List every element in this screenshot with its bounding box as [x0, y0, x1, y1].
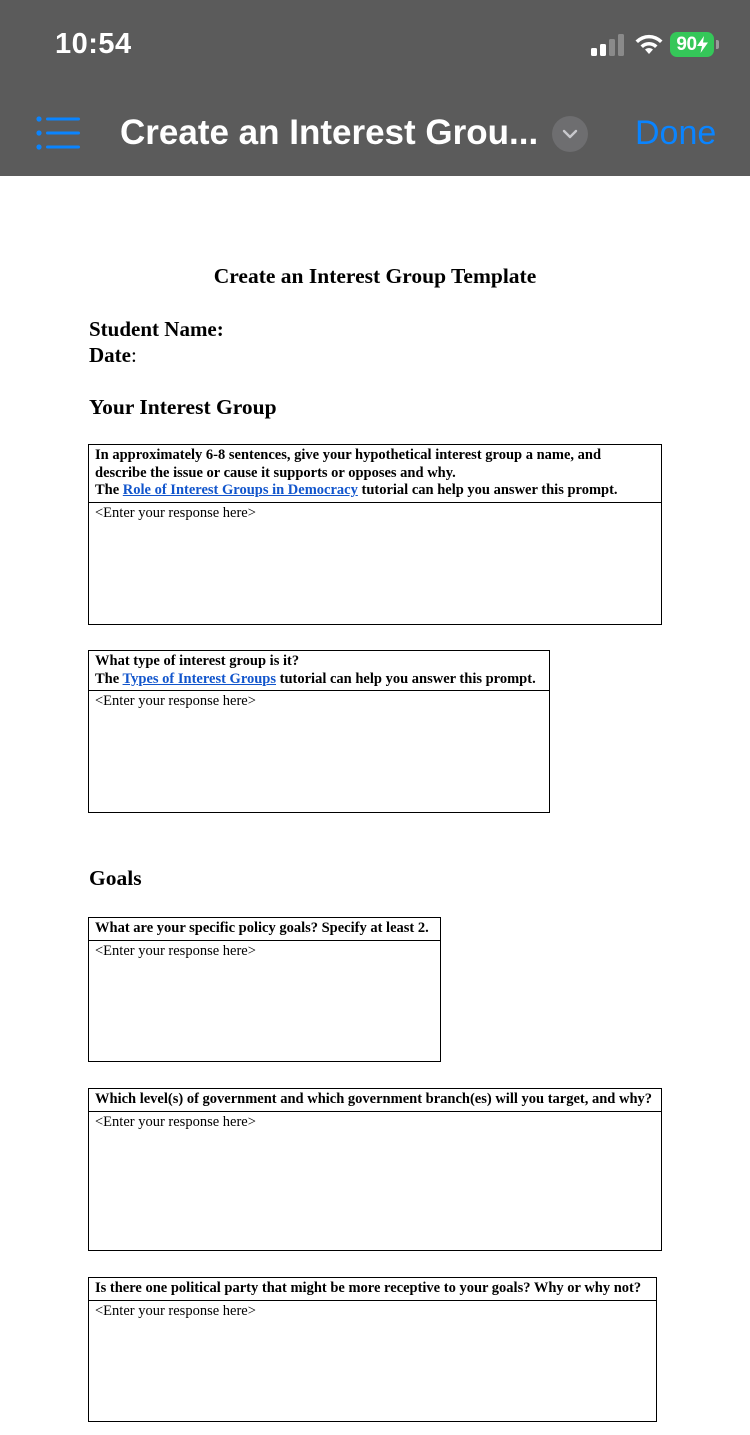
- wifi-icon: [634, 32, 664, 56]
- status-time: 10:54: [55, 28, 132, 60]
- student-name-label: Student Name:: [89, 317, 224, 341]
- prompt-lead: The: [95, 482, 123, 498]
- chevron-down-icon: [562, 129, 578, 139]
- prompt-box: [88, 444, 662, 625]
- prompt-tail: tutorial can help you answer this prompt.: [276, 670, 536, 687]
- list-icon[interactable]: [36, 116, 82, 150]
- tutorial-link-role-of-interest-groups[interactable]: Role of Interest Groups in Democracy: [122, 482, 358, 498]
- date-line: [89, 343, 137, 368]
- prompt-box: [88, 917, 441, 1062]
- section-heading-goals: Goals: [89, 866, 142, 890]
- prompt-text: What are your specific policy goals? Specify at least 2.: [89, 918, 440, 941]
- prompt-text: Which level(s) of government and which government branch(es) will you target, and why?: [89, 1089, 661, 1112]
- date-colon: :: [130, 343, 137, 367]
- prompt-box: [88, 1088, 662, 1251]
- cellular-signal-icon: [591, 34, 625, 56]
- prompt-text: [89, 445, 661, 503]
- title-menu-button[interactable]: [552, 116, 588, 152]
- top-bar: [0, 0, 750, 176]
- prompt-text: Is there one political party that might be more receptive to your goals? Why or why not?: [89, 1278, 656, 1301]
- template-title: Create an Interest Group Template: [213, 264, 537, 288]
- response-field[interactable]: <Enter your response here>: [95, 1113, 256, 1130]
- date-label: Date: [89, 343, 131, 367]
- prompt-tail: tutorial can help you answer this prompt.: [357, 482, 618, 498]
- response-field[interactable]: <Enter your response here>: [95, 693, 256, 709]
- prompt-box: [88, 650, 550, 813]
- response-field[interactable]: <Enter your response here>: [95, 504, 256, 521]
- document-title[interactable]: Create an Interest Grou...: [120, 113, 539, 152]
- battery-cap: [716, 40, 719, 49]
- response-field[interactable]: <Enter your response here>: [95, 942, 256, 959]
- prompt-text: [89, 651, 549, 691]
- response-field[interactable]: <Enter your response here>: [95, 1302, 256, 1319]
- section-heading-interest-group: Your Interest Group: [89, 395, 277, 419]
- battery-level: 90: [676, 33, 697, 55]
- prompt-lead: The: [95, 670, 123, 687]
- prompt-line: In approximately 6-8 sentences, give your hypothetical interest group a name, and describe the issue or cause it supports or opposes and why.: [95, 447, 602, 481]
- prompt-box: [88, 1277, 657, 1422]
- battery-indicator: [670, 32, 714, 57]
- prompt-line: What type of interest group is it?: [95, 653, 300, 669]
- done-button[interactable]: Done: [635, 110, 716, 156]
- tutorial-link-types-of-interest-groups[interactable]: Types of Interest Groups: [122, 670, 277, 687]
- charging-bolt-icon: [697, 36, 708, 53]
